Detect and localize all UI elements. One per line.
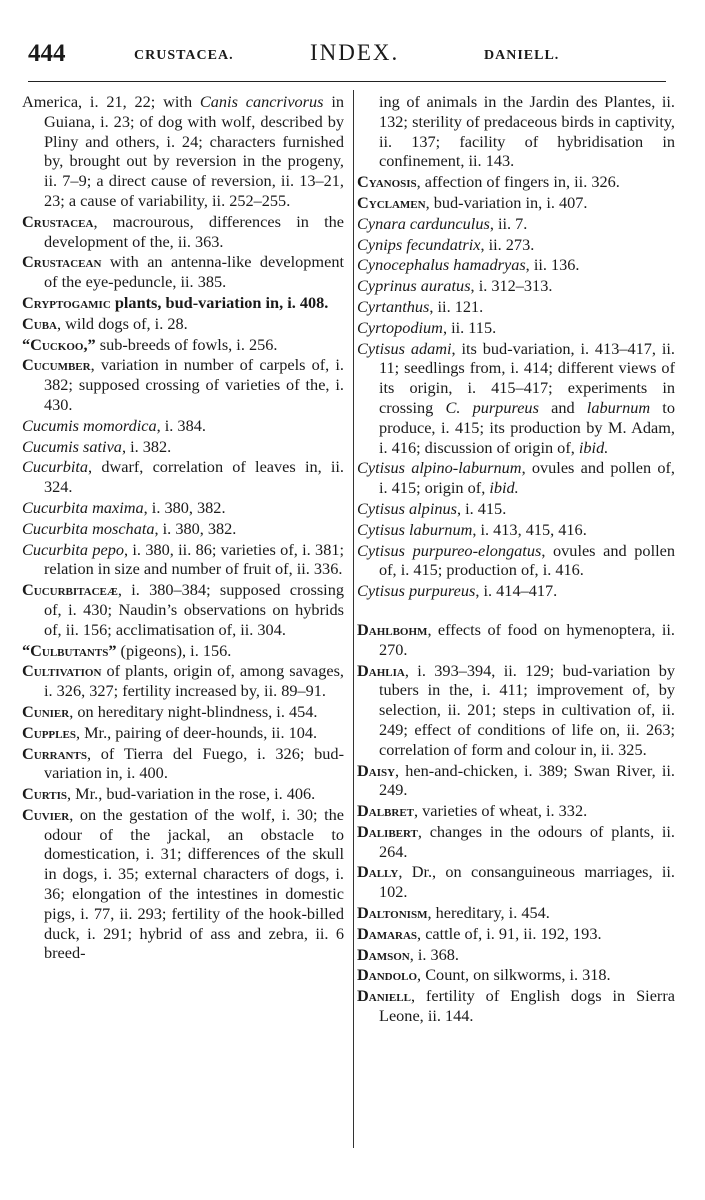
entry-text: , i. 384. [156, 415, 206, 435]
entry-text: , ii. 136. [525, 255, 580, 275]
entry-text: , bud-variation in, i. 407. [425, 192, 588, 212]
entry-text: , cattle of, i. 91, ii. 192, 193. [417, 923, 602, 943]
entry-text: , ii. 7. [489, 213, 528, 233]
index-entry [22, 437, 344, 457]
entry-text: , ovules and pollen of, i. 415; origin of, [379, 458, 675, 498]
index-entry [357, 235, 675, 255]
entry-text: with an antenna-like development of the eye-peduncle, ii. 385. [44, 252, 344, 292]
entry-text: , hen-and-chicken, i. 389; Swan River, ii. 249. [379, 760, 675, 800]
index-entry [22, 661, 344, 701]
index-entry [22, 293, 344, 313]
entry-text: , Mr., bud-variation in the rose, i. 406. [67, 784, 316, 804]
index-entry [22, 335, 344, 355]
entry-headword: Dahlbohm [357, 619, 428, 639]
entry-text: , its bud-variation, i. 413–417, ii. 11; seedlings from, i. 414; different views of its origin, i. 415–417; experiments in crossing [379, 338, 675, 417]
entry-text: , i. 380, ii. 86; varieties of, i. 381; relation in size and number of fruit of, ii. 336. [44, 539, 345, 579]
page-title: INDEX. [310, 40, 400, 65]
index-entry [357, 276, 675, 296]
right-column [357, 92, 675, 1027]
entry-text: , i. 380–384; supposed crossing of, i. 430; Naudin’s observations on hybrids of, ii. 156; acclimatisation of, ii. 304. [44, 580, 344, 639]
left-running-head: CRUSTACEA. [134, 48, 234, 63]
italic-term: Cyprinus auratus [357, 276, 471, 296]
page-number: 444 [28, 40, 66, 67]
index-entry [22, 314, 344, 334]
entry-headword: Curtis [22, 784, 67, 804]
italic-term: Cytisus laburnum [357, 519, 473, 539]
entry-text: (pigeons), i. 156. [116, 640, 232, 660]
index-entry [22, 498, 344, 518]
right-running-head: DANIELL. [484, 48, 560, 63]
index-entry [357, 945, 675, 965]
entry-text: , i. 368. [409, 944, 460, 964]
index-entry [22, 784, 344, 804]
index-entry [357, 801, 675, 821]
index-entry [22, 723, 344, 743]
index-entry [22, 252, 344, 292]
entry-headword: Dalbret [357, 801, 414, 821]
index-entry [22, 92, 344, 211]
italic-term: Cucumis sativa [22, 436, 122, 456]
index-entry [22, 212, 344, 252]
entry-text: , Dr., on consanguineous marriages, ii. 102. [379, 862, 675, 902]
index-entry [357, 620, 675, 660]
entry-headword: Dahlia [357, 660, 405, 680]
italic-term: Cynips fecundatrix [357, 234, 481, 254]
italic-term: Cucurbita maxima [22, 497, 144, 517]
index-entry [357, 986, 675, 1026]
italic-term: Cytisus purpureus [357, 581, 476, 601]
index-entry [357, 903, 675, 923]
index-entry [357, 318, 675, 338]
index-entry [357, 297, 675, 317]
index-entry [22, 580, 344, 639]
entry-text: of plants, origin of, among savages, i. 326, 327; fertility increased by, ii. 89–91. [44, 661, 344, 701]
index-entry [357, 924, 675, 944]
italic-term: Cucurbita pepo [22, 539, 125, 559]
index-entry [22, 540, 344, 580]
index-entry [357, 339, 675, 458]
index-entry [357, 862, 675, 902]
entry-text: ing of animals in the Jardin des Plantes, ii. 132; sterility of predaceous birds in captivity, ii. 137; facility of hybridisation in confinement, ii. 143. [379, 92, 675, 171]
entry-text: , i. 413, 415, 416. [472, 519, 587, 539]
index-entry [22, 519, 344, 539]
entry-headword: Dandolo [357, 965, 418, 985]
italic-term: Cytisus alpinus [357, 498, 457, 518]
entry-text: , i. 380, 382. [143, 497, 226, 517]
italic-term: Cucurbita moschata [22, 518, 155, 538]
index-entry [357, 214, 675, 234]
index-entry [357, 172, 675, 192]
entry-text: , macrourous, differences in the development of the, ii. 363. [44, 211, 344, 251]
entry-text: , ii. 273. [480, 234, 535, 254]
entry-headword: Crustacean [22, 252, 102, 272]
italic-term: Cyrtanthus [357, 296, 430, 316]
entry-text: , Count, on silkworms, i. 318. [417, 965, 611, 985]
index-entry [22, 457, 344, 497]
column-divider [353, 90, 354, 1148]
entry-text: , affection of fingers in, ii. 326. [416, 172, 620, 192]
index-entry [357, 255, 675, 275]
entry-text: , i. 393–394, ii. 129; bud-variation by tubers in the, i. 411; improvement of, by selection, ii. 201; steps in cultivation of, ii. 249; effect of conditions of life on, ii. 263; correlation of form and colour in, ii. 325. [379, 660, 675, 759]
index-entry [357, 541, 675, 581]
entry-headword: Cultivation [22, 661, 102, 681]
index-entry [22, 805, 344, 963]
entry-text: , ovules and pollen of, i. 415; production of, i. 416. [379, 540, 675, 580]
entry-headword: Dally [357, 862, 399, 882]
entry-headword: Currants [22, 743, 87, 763]
entry-text: , on the gestation of the wolf, i. 30; the odour of the jackal, an obstacle to domestication, i. 31; differences of the skull in dogs, i. 35; external characters of dogs, i. 36; elongation of the intestines in domestic pigs, i. 77, ii. 293; fertility of the hook-billed duck, i. 291; hybrid of ass and zebra, ii. 6 breed- [44, 804, 344, 963]
entry-headword: Cunier [22, 701, 70, 721]
italic-term: Cucurbita [22, 457, 89, 477]
index-entry [357, 761, 675, 801]
entry-headword: Damaras [357, 923, 418, 943]
entry-text: sub-breeds of fowls, i. 256. [95, 334, 278, 354]
index-entry [22, 416, 344, 436]
entry-headword: Cupples [22, 722, 76, 742]
entry-headword: Daniell [357, 986, 411, 1006]
entry-headword: Daltonism [357, 903, 428, 923]
index-entry [357, 458, 675, 498]
italic-term: ibid. [578, 437, 609, 457]
header-rule [28, 81, 666, 82]
entry-headword: “Culbutants” [22, 640, 117, 660]
index-entry [357, 520, 675, 540]
entry-headword: Cucumber [22, 355, 91, 375]
entry-text: , ii. 121. [429, 296, 484, 316]
entry-text: , wild dogs of, i. 28. [56, 313, 188, 333]
entry-text: , of Tierra del Fuego, i. 326; bud-variation in, i. 400. [44, 743, 344, 783]
entry-text: America, i. 21, 22; with [22, 92, 200, 111]
italic-term: Cucumis momordica [22, 415, 157, 435]
entry-text: , effects of food on hymenoptera, ii. 270. [379, 619, 675, 659]
entry-text: , i. 415. [456, 498, 507, 518]
entry-text: , changes in the odours of plants, ii. 264. [379, 821, 675, 861]
italic-term: laburnum [586, 397, 651, 417]
entry-headword: Cryptogamic [22, 292, 111, 312]
entry-text: , variation in number of carpels of, i. 382; supposed crossing of varieties of the, i. 430. [44, 355, 344, 414]
entry-text: , ii. 115. [442, 317, 497, 337]
index-entry [357, 965, 675, 985]
index-entry [22, 744, 344, 784]
entry-text: , hereditary, i. 454. [427, 903, 550, 923]
entry-headword: “Cuckoo,” [22, 334, 96, 354]
entry-text: , fertility of English dogs in Sierra Leone, ii. 144. [379, 986, 675, 1026]
entry-text: to produce, i. 415; its production by M. Adam, i. 416; discussion of origin of, [379, 397, 675, 457]
index-entry [357, 92, 675, 171]
entry-headword: Damson [357, 944, 410, 964]
entry-text: , varieties of wheat, i. 332. [414, 801, 588, 821]
italic-term: Cynocephalus hamadryas [357, 255, 526, 275]
italic-term: Canis cancrivorus [199, 92, 324, 111]
entry-headword: Crustacea [22, 211, 94, 231]
italic-term: C. purpureus [445, 397, 539, 417]
italic-term: Cynara cardunculus [357, 213, 490, 233]
entry-text: in Guiana, i. 23; of dog with wolf, described by Pliny and others, i. 24; characters furnished by, brought out by reversion in the progeny, ii. 7–9; a direct cause of reversion, ii. 13–21, 23; a cause of variability, ii. 252–255. [44, 92, 344, 210]
entry-text: , Mr., pairing of deer-hounds, ii. 104. [75, 722, 318, 742]
index-entry [357, 581, 675, 601]
italic-term: Cyrtopodium [357, 317, 443, 337]
italic-term: Cytisus adami [357, 338, 452, 358]
entry-headword: Cucurbitaceæ [22, 580, 118, 600]
entry-headword: Cuvier [22, 804, 70, 824]
entry-text: , i. 312–313. [470, 276, 553, 296]
entry-headword: Dalibert [357, 821, 418, 841]
italic-term: Cytisus alpino-laburnum [357, 458, 522, 478]
index-entry [357, 822, 675, 862]
index-entry [22, 641, 344, 661]
entry-text: , i. 382. [121, 436, 172, 456]
entry-headword: Daisy [357, 760, 396, 780]
entry-text: , i. 380, 382. [154, 518, 237, 538]
entry-headword: Cuba [22, 313, 57, 333]
entry-text: and [538, 397, 587, 417]
index-entry [357, 661, 675, 760]
entry-text: , i. 414–417. [475, 581, 558, 601]
index-entry [357, 193, 675, 213]
left-column [22, 92, 344, 964]
entry-headword: Cyclamen [357, 192, 426, 212]
entry-text: plants, bud-variation in, i. 408. [110, 292, 329, 312]
italic-term: Cytisus purpureo-elongatus [357, 540, 542, 560]
index-entry [22, 355, 344, 414]
italic-term: ibid. [489, 478, 519, 498]
entry-text: , on hereditary night-blindness, i. 454. [69, 701, 318, 721]
index-entry [22, 702, 344, 722]
running-header [28, 40, 668, 74]
entry-headword: Cyanosis [357, 172, 417, 192]
index-entry [357, 499, 675, 519]
entry-text: , dwarf, correlation of leaves in, ii. 324. [44, 457, 344, 497]
